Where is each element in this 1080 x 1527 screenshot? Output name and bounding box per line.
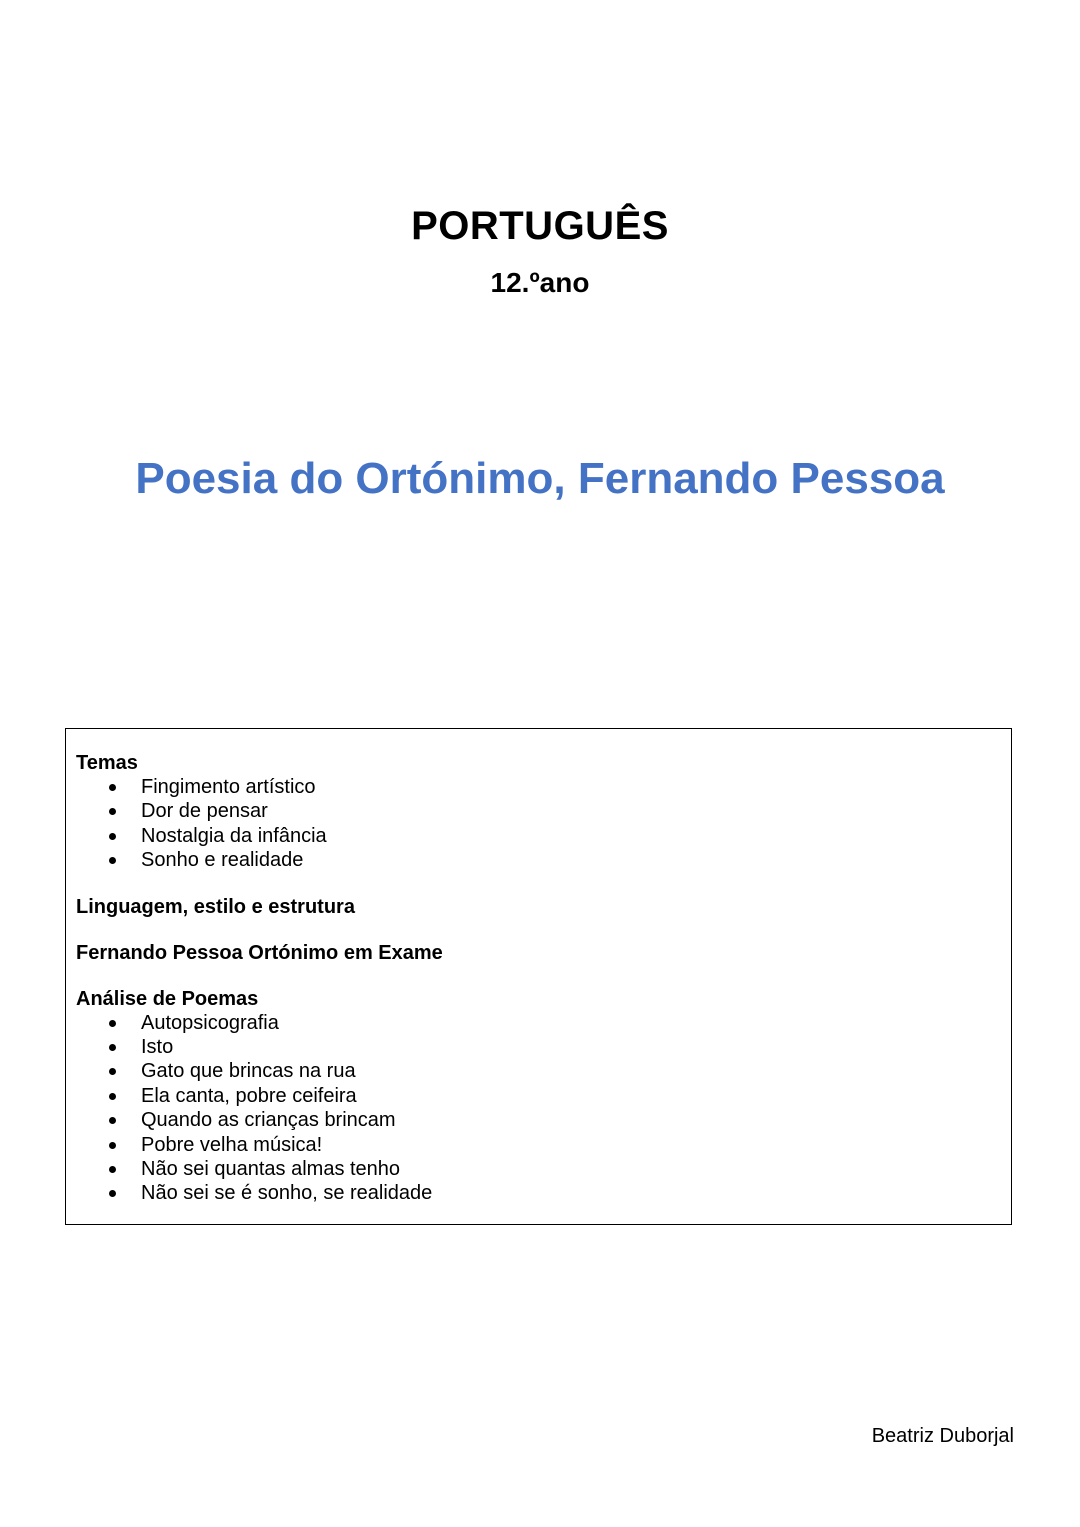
section-title-analise: Análise de Poemas xyxy=(76,987,259,1010)
section-title-exame: Fernando Pessoa Ortónimo em Exame xyxy=(76,941,443,964)
section-title-linguagem: Linguagem, estilo e estrutura xyxy=(76,895,355,918)
bullet-icon xyxy=(109,1093,116,1100)
list-item: Gato que brincas na rua xyxy=(76,1059,1011,1083)
list-item: Fingimento artístico xyxy=(76,775,1011,799)
list-item: Autopsicografia xyxy=(76,1011,1011,1035)
bullet-icon xyxy=(109,1068,116,1075)
bullet-icon xyxy=(109,808,116,815)
list-item: Nostalgia da infância xyxy=(76,824,1011,848)
list-item: Quando as crianças brincam xyxy=(76,1108,1011,1132)
bullet-icon xyxy=(109,1044,116,1051)
bullet-icon xyxy=(109,833,116,840)
bullet-icon xyxy=(109,784,116,791)
list-item: Dor de pensar xyxy=(76,799,1011,823)
page-title: PORTUGUÊS xyxy=(411,204,669,248)
author-name: Beatriz Duborjal xyxy=(871,1425,1014,1447)
temas-list xyxy=(76,775,1011,873)
bullet-icon xyxy=(109,1142,116,1149)
bullet-icon xyxy=(109,857,116,864)
grade-subtitle: 12.ºano xyxy=(490,267,590,298)
analise-list xyxy=(76,1011,1011,1206)
bullet-icon xyxy=(109,1117,116,1124)
list-item: Ela canta, pobre ceifeira xyxy=(76,1084,1011,1108)
bullet-icon xyxy=(109,1190,116,1197)
list-item: Não sei quantas almas tenho xyxy=(76,1157,1011,1181)
section-title-temas: Temas xyxy=(76,752,138,774)
contents-box xyxy=(65,728,1012,1225)
list-item: Não sei se é sonho, se realidade xyxy=(76,1181,1011,1205)
list-item: Sonho e realidade xyxy=(76,848,1011,872)
bullet-icon xyxy=(109,1020,116,1027)
bullet-icon xyxy=(109,1166,116,1173)
list-item: Pobre velha música! xyxy=(76,1133,1011,1157)
list-item: Isto xyxy=(76,1035,1011,1059)
main-heading: Poesia do Ortónimo, Fernando Pessoa xyxy=(135,454,945,503)
